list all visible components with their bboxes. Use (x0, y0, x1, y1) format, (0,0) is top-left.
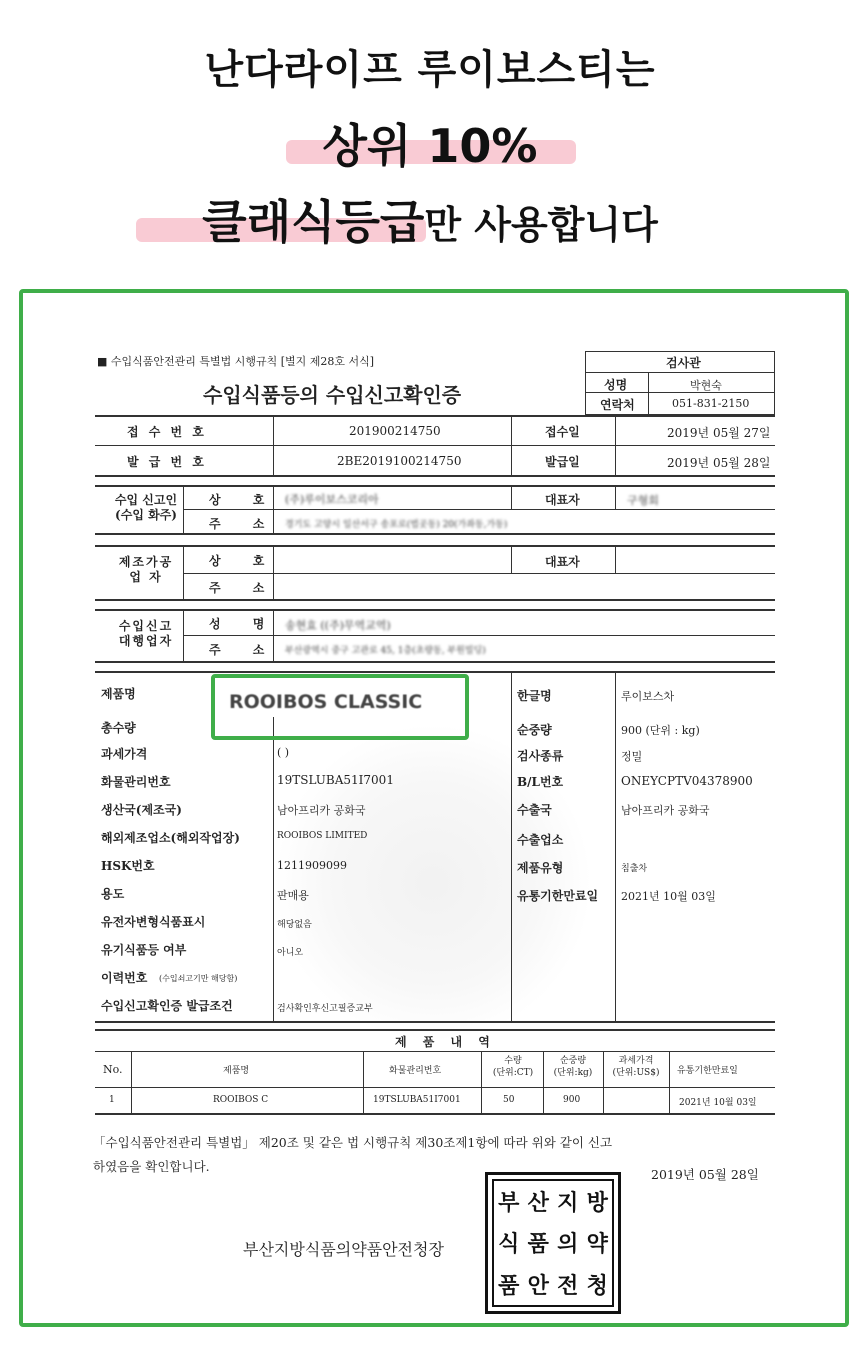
row-product-name: ROOIBOS C (213, 1095, 269, 1105)
stamp-char: 전 (557, 1273, 579, 1299)
use-label: 용도 (101, 887, 125, 901)
row-no: 1 (109, 1095, 115, 1105)
agent-name-label: 성 명 (209, 617, 279, 631)
sign-date: 2019년 05월 28일 (651, 1167, 759, 1182)
korean-name-label: 한글명 (517, 689, 552, 703)
hsk: 1211909099 (277, 859, 347, 872)
export-country-label: 수출국 (517, 803, 552, 817)
issuer-name: 부산지방식품의약품안전청장 (243, 1240, 444, 1259)
inspection-type-label: 검사종류 (517, 749, 564, 763)
inspector-contact: 051-831-2150 (672, 397, 750, 410)
form-note: ■ 수입식품안전관리 특별법 시행규칙 [별지 제28호 서식] (97, 355, 375, 368)
issue-date-label: 발급일 (545, 455, 580, 469)
th-net-weight: 순중량 (단위:kg) (553, 1056, 593, 1078)
use: 판매용 (277, 889, 309, 902)
stamp-char: 품 (498, 1273, 520, 1299)
importer-label: 수입 신고인 (수입 화주) (114, 493, 178, 522)
agent-address: 부산광역시 중구 고관로 45, 1층(초량동, 부원빌딩) (285, 646, 486, 656)
official-stamp (485, 1172, 621, 1314)
th-no: No. (103, 1063, 123, 1076)
stamp-char: 의 (557, 1232, 579, 1258)
issue-no: 2BE2019100214750 (337, 454, 462, 468)
bl-no-label: B/L번호 (517, 775, 564, 789)
total-qty-label: 총수량 (101, 721, 136, 735)
net-weight-label: 순중량 (517, 723, 552, 737)
condition: 검사확인후신고필증교부 (277, 1004, 373, 1014)
taxable-price-label: 과세가격 (101, 747, 148, 761)
agent-name: 송현효 ((주)무역교역) (285, 619, 391, 632)
product-type: 침출차 (621, 864, 648, 874)
stamp-char: 약 (586, 1232, 608, 1258)
organic: 아니오 (277, 948, 304, 958)
inspector-box (585, 351, 775, 415)
stamp-char: 식 (498, 1232, 520, 1258)
condition-label: 수입신고확인증 발급조건 (101, 999, 233, 1013)
stamp-char: 방 (586, 1191, 608, 1217)
receipt-no: 201900214750 (349, 424, 441, 438)
row-qty: 50 (503, 1095, 515, 1105)
headline-line-2: 상위 10% (322, 119, 538, 173)
net-weight: 900 (단위 : kg) (621, 724, 700, 737)
hsk-label: HSK번호 (101, 859, 155, 873)
watermark-seal (273, 723, 593, 1043)
th-cargo-no: 화물관리번호 (389, 1066, 442, 1076)
overseas-mfr-label: 해외제조업소(해외작업장) (101, 831, 240, 845)
origin: 남아프리카 공화국 (277, 804, 366, 817)
inspector-name: 박현숙 (690, 379, 722, 392)
expiry-label: 유통기한만료일 (517, 889, 599, 903)
gmo-label: 유전자변형식품표시 (101, 915, 206, 929)
agent-address-label: 주 소 (209, 643, 279, 657)
cargo-no: 19TSLUBA51I7001 (277, 773, 394, 787)
th-product-name: 제품명 (223, 1066, 250, 1076)
importer-trade-name: (주)루이보스코리아 (285, 493, 379, 506)
exporter-label: 수출업소 (517, 833, 564, 847)
importer-address: 경기도 고양시 일산서구 송포로(법곳동) 20(가좌동,가동) (285, 520, 508, 530)
headline-rest: 만 사용합니다 (424, 203, 658, 247)
headline-line-1: 난다라이프 루이보스티는 (204, 47, 656, 93)
product-type-label: 제품유형 (517, 861, 564, 875)
certificate-frame (19, 289, 849, 1327)
agent-label: 수입신고 대행업자 (118, 619, 174, 648)
export-country: 남아프리카 공화국 (621, 804, 710, 817)
manufacturer-trade-name-label: 상 호 (209, 554, 279, 568)
korean-name: 루이보스차 (621, 690, 675, 703)
stamp-char: 지 (557, 1191, 579, 1217)
row-expiry: 2021년 10월 03일 (679, 1098, 757, 1108)
th-expiry: 유통기한만료일 (677, 1066, 738, 1076)
manufacturer-label: 제조가공 업 자 (118, 555, 174, 584)
history-label: 이력번호 (101, 971, 148, 985)
bl-no: ONEYCPTV04378900 (621, 774, 753, 788)
statement-line-1: 「수입식품안전관리 특별법」 제20조 및 같은 법 시행규칙 제30조제1항에 따라 위와 같이 신고 (93, 1135, 613, 1150)
organic-label: 유기식품등 여부 (101, 943, 187, 957)
product-name-highlight (211, 674, 469, 740)
certificate-document (23, 293, 845, 1323)
row-cargo-no: 19TSLUBA51I7001 (373, 1095, 461, 1105)
stamp-char: 안 (527, 1273, 549, 1299)
history-note: (수입쇠고기만 해당함) (159, 974, 238, 983)
stamp-char: 부 (498, 1191, 520, 1217)
inspector-name-label: 성명 (604, 378, 628, 392)
expiry: 2021년 10월 03일 (621, 890, 716, 903)
origin-label: 생산국(제조국) (101, 803, 182, 817)
th-qty: 수량 (단위:CT) (492, 1056, 534, 1078)
statement-line-2: 하였음을 확인합니다. (93, 1159, 210, 1174)
issue-date: 2019년 05월 28일 (667, 456, 771, 470)
product-name-label: 제품명 (101, 687, 136, 701)
headline-line-3 (0, 186, 860, 252)
overseas-mfr: ROOIBOS LIMITED (277, 831, 368, 841)
importer-trade-name-label: 상 호 (209, 493, 279, 507)
row-net-weight: 900 (563, 1095, 581, 1105)
receipt-date-label: 접수일 (545, 425, 580, 439)
gmo: 해당없음 (277, 920, 312, 930)
stamp-char: 품 (527, 1232, 549, 1258)
product-name: ROOIBOS CLASSIC (229, 691, 423, 713)
inspector-header: 검사관 (666, 356, 701, 370)
issue-no-label: 발 급 번 호 (127, 455, 207, 469)
stamp-char: 산 (527, 1191, 549, 1217)
receipt-no-label: 접 수 번 호 (127, 425, 207, 439)
importer-address-label: 주 소 (209, 517, 279, 531)
certificate-title: 수입식품등의 수입신고확인증 (203, 383, 462, 407)
manufacturer-address-label: 주 소 (209, 581, 279, 595)
stamp-char: 청 (586, 1273, 608, 1299)
importer-rep: 구형회 (627, 494, 659, 507)
th-price: 과세가격 (단위:US$) (612, 1056, 660, 1078)
cargo-no-label: 화물관리번호 (101, 775, 171, 789)
inspector-contact-label: 연락처 (600, 398, 635, 412)
receipt-date: 2019년 05월 27일 (667, 426, 771, 440)
inspection-type: 정밀 (621, 750, 643, 763)
importer-rep-label: 대표자 (545, 493, 580, 507)
items-title: 제 품 내 역 (395, 1035, 496, 1049)
manufacturer-rep-label: 대표자 (545, 555, 580, 569)
taxable-price: ( ) (277, 746, 290, 759)
headline-strong: 클래식등급 (202, 195, 425, 249)
